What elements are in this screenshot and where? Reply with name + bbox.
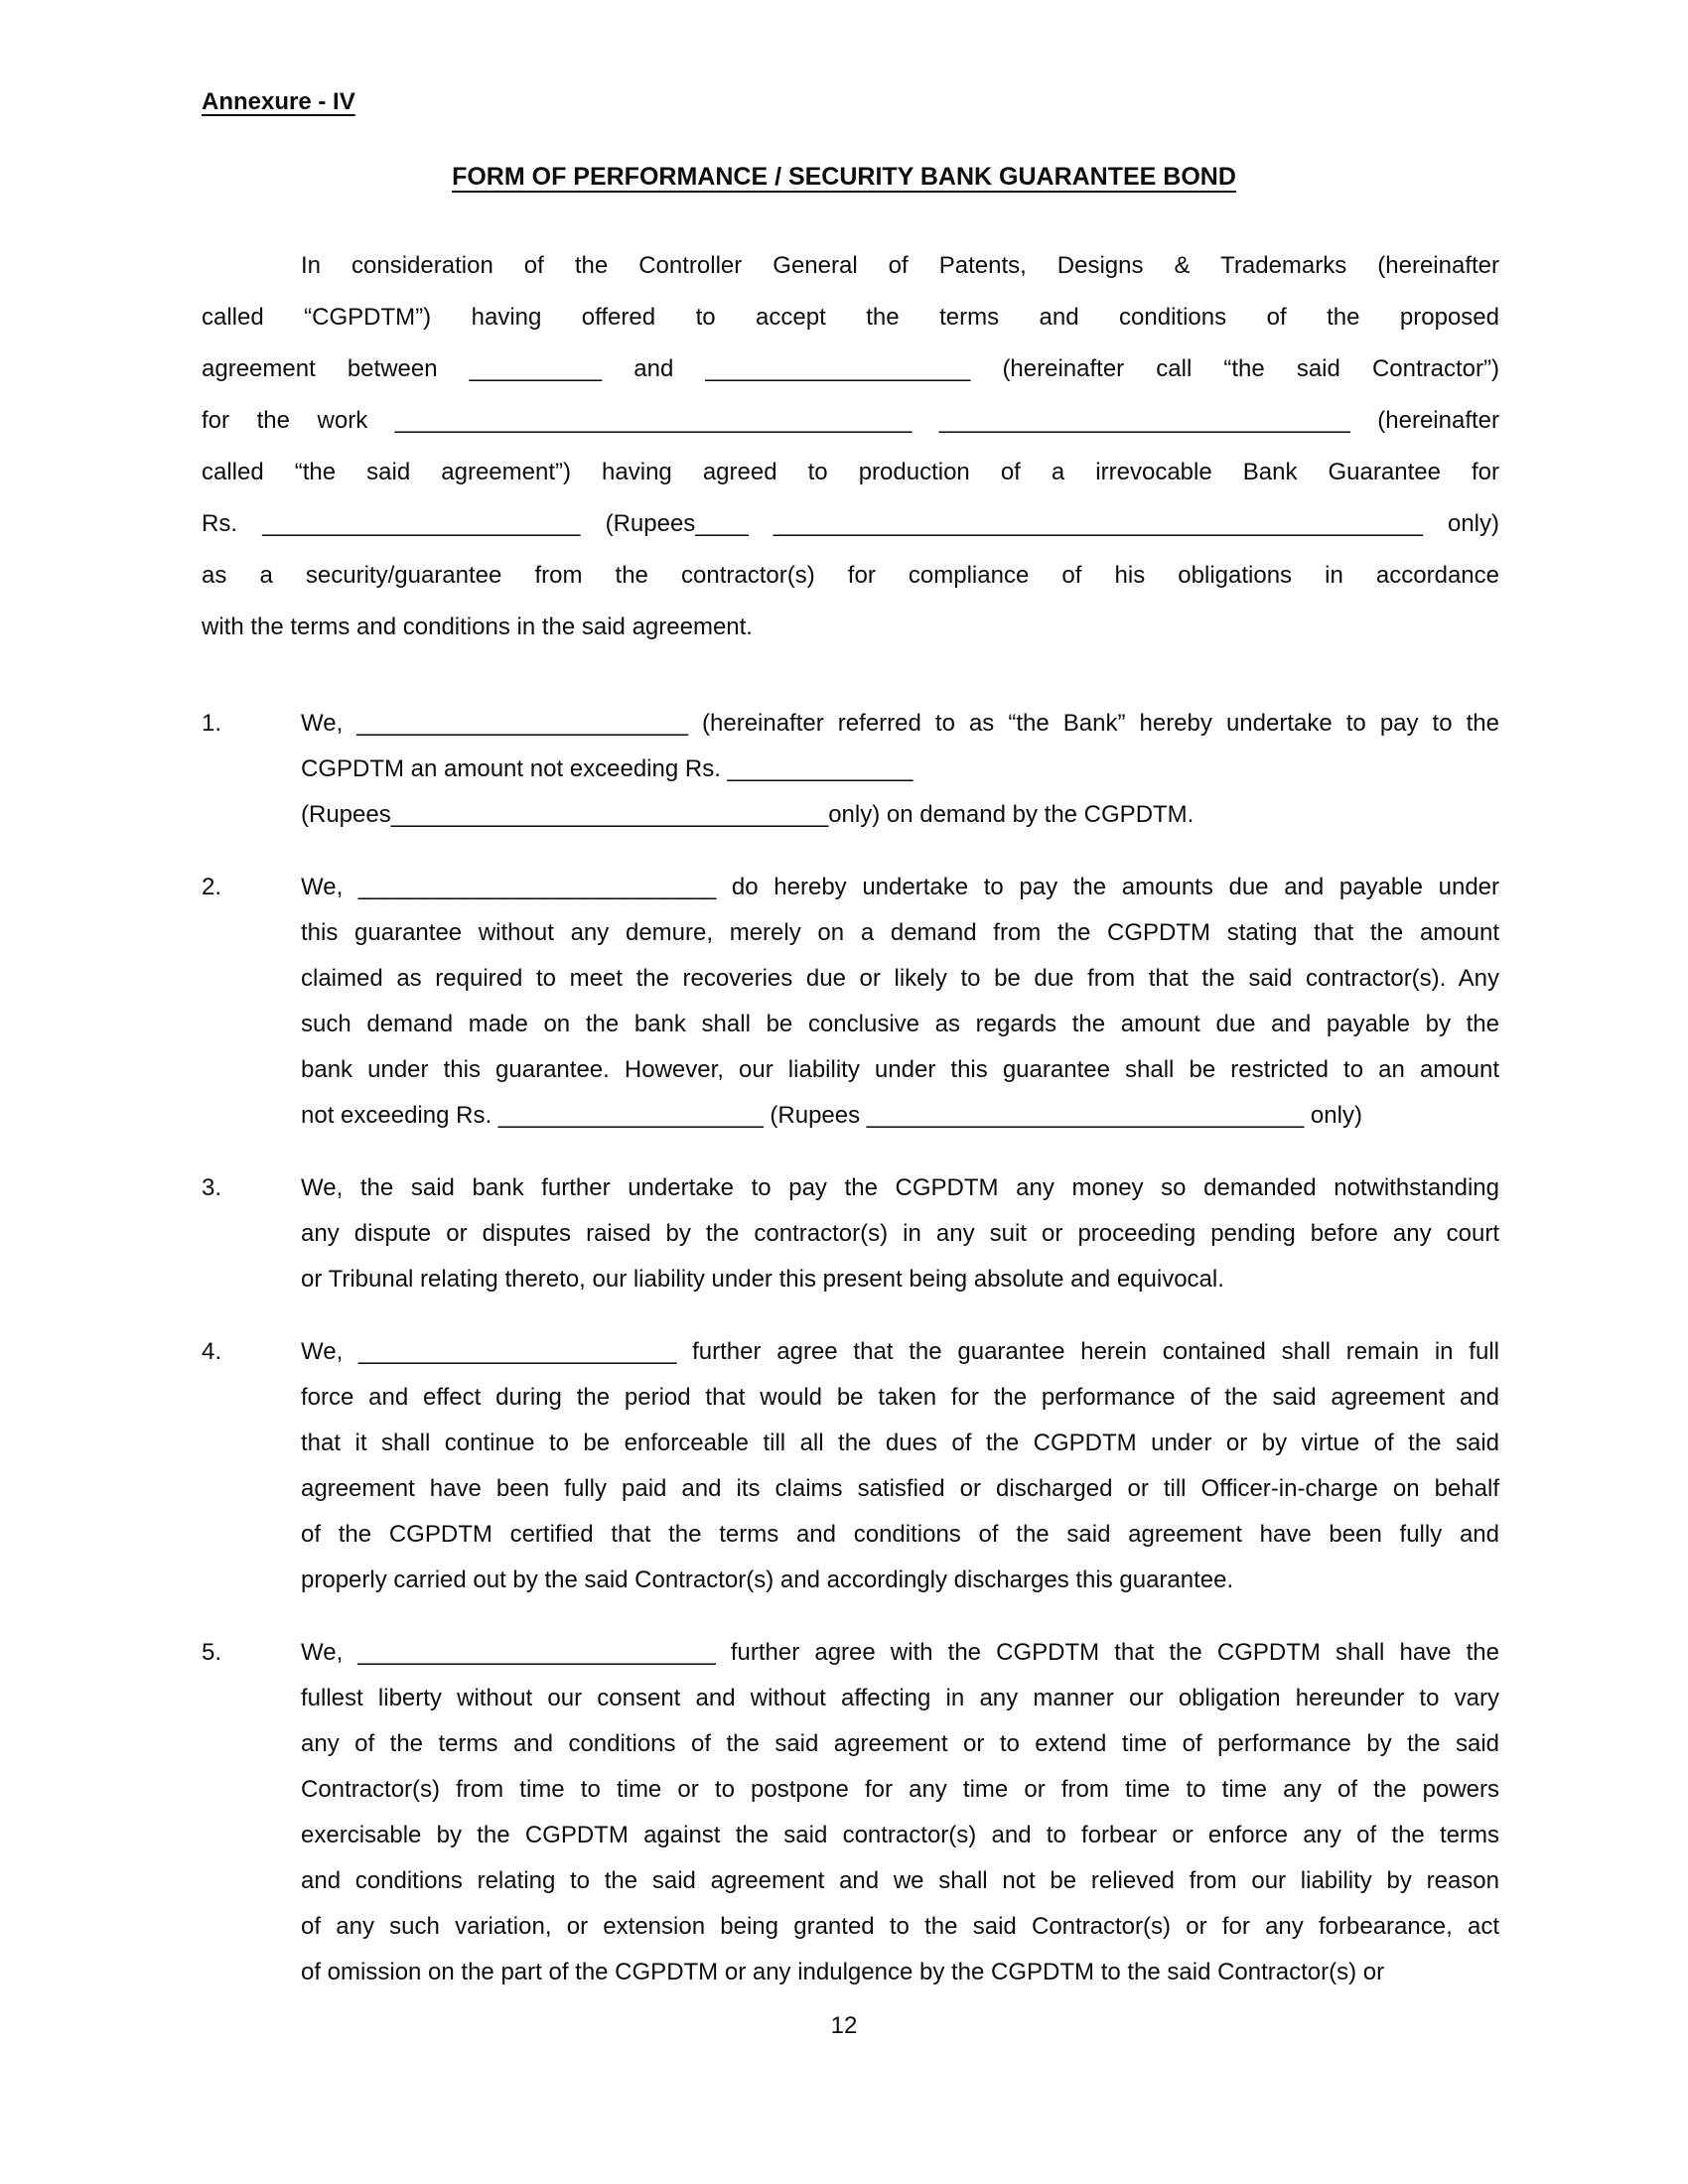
text-line: this guarantee without any demure, merely on a demand from the CGPDTM stating that the amount: [301, 919, 1499, 946]
text-line: not exceeding Rs. ____________________ (Rupees _________________________________ only): [301, 1102, 1362, 1129]
item-number: 4.: [202, 1338, 222, 1365]
item-number: 5.: [202, 1639, 222, 1666]
text-line: called “CGPDTM”) having offered to accept the terms and conditions of the proposed: [202, 304, 1499, 331]
item-body: [301, 1630, 1499, 1995]
numbered-item: [202, 865, 1499, 1139]
item-body: [301, 1329, 1499, 1603]
numbered-item: [202, 701, 1499, 838]
numbered-item: [202, 1630, 1499, 1995]
numbered-clauses: [202, 701, 1499, 1995]
text-line: agreement between __________ and ____________________ (hereinafter call “the said Contractor”): [202, 355, 1499, 382]
item-number: 2.: [202, 874, 222, 900]
text-line: We, _________________________ (hereinafter referred to as “the Bank” hereby undertake to pay to the: [301, 710, 1499, 737]
text-line: We, ________________________ further agree that the guarantee herein contained shall remain in full: [301, 1338, 1499, 1365]
text-line: and conditions relating to the said agreement and we shall not be relieved from our liability by reason: [301, 1867, 1499, 1894]
text-line: bank under this guarantee. However, our liability under this guarantee shall be restricted to an amount: [301, 1056, 1499, 1083]
text-line: We, ___________________________ further agree with the CGPDTM that the CGPDTM shall have the: [301, 1639, 1499, 1666]
text-line: Contractor(s) from time to time or to postpone for any time or from time to time any of the powers: [301, 1776, 1499, 1803]
text-line: fullest liberty without our consent and without affecting in any manner our obligation hereunder to vary: [301, 1685, 1499, 1711]
text-line: Rs. ________________________ (Rupees____ _________________________________________________ only): [202, 510, 1499, 537]
text-line: any of the terms and conditions of the said agreement or to extend time of performance by the said: [301, 1730, 1499, 1757]
text-line: We, the said bank further undertake to pay the CGPDTM any money so demanded notwithstanding: [301, 1174, 1499, 1201]
text-line: agreement have been fully paid and its claims satisfied or discharged or till Officer-in-charge on behalf: [301, 1475, 1499, 1502]
item-body: [301, 1165, 1499, 1302]
text-line: CGPDTM an amount not exceeding Rs. ______________: [301, 755, 914, 782]
item-number: 1.: [202, 710, 222, 737]
text-line: exercisable by the CGPDTM against the said contractor(s) and to forbear or enforce any of the terms: [301, 1822, 1499, 1848]
document-title: FORM OF PERFORMANCE / SECURITY BANK GUARANTEE BOND: [452, 163, 1236, 191]
text-line: force and effect during the period that would be taken for the performance of the said agreement and: [301, 1384, 1499, 1411]
text-line: claimed as required to meet the recoveries due or likely to be due from that the said contractor(s). Any: [301, 965, 1499, 992]
annexure-label: Annexure - IV: [202, 88, 355, 115]
text-line: We, ___________________________ do hereby undertake to pay the amounts due and payable under: [301, 874, 1499, 900]
text-line: any dispute or disputes raised by the contractor(s) in any suit or proceeding pending before any court: [301, 1220, 1499, 1247]
text-line: with the terms and conditions in the said agreement.: [202, 614, 753, 640]
text-line: of any such variation, or extension being granted to the said Contractor(s) or for any forbearance, act: [301, 1913, 1499, 1940]
item-body: [301, 865, 1499, 1139]
item-number: 3.: [202, 1174, 222, 1201]
item-body: [301, 701, 1499, 838]
text-line: properly carried out by the said Contractor(s) and accordingly discharges this guarantee.: [301, 1567, 1234, 1593]
text-line: for the work _______________________________________ _______________________________ (hereinafter: [202, 407, 1499, 434]
text-line: called “the said agreement”) having agreed to production of a irrevocable Bank Guarantee for: [202, 459, 1499, 485]
text-line: of the CGPDTM certified that the terms and conditions of the said agreement have been fully and: [301, 1521, 1499, 1548]
text-line: or Tribunal relating thereto, our liability under this present being absolute and equivocal.: [301, 1266, 1224, 1293]
numbered-item: [202, 1329, 1499, 1603]
text-line: of omission on the part of the CGPDTM or any indulgence by the CGPDTM to the said Contractor(s) or: [301, 1959, 1385, 1985]
text-line: (Rupees_________________________________only) on demand by the CGPDTM.: [301, 801, 1195, 828]
numbered-item: [202, 1165, 1499, 1302]
text-line: that it shall continue to be enforceable till all the dues of the CGPDTM under or by virtue of the said: [301, 1430, 1499, 1456]
text-line: such demand made on the bank shall be conclusive as regards the amount due and payable by the: [301, 1011, 1499, 1037]
text-line: as a security/guarantee from the contractor(s) for compliance of his obligations in accordance: [202, 562, 1499, 589]
page-number: 12: [830, 2012, 858, 2039]
intro-paragraph: [202, 240, 1499, 653]
text-line: In consideration of the Controller General of Patents, Designs & Trademarks (hereinafter: [301, 252, 1499, 279]
